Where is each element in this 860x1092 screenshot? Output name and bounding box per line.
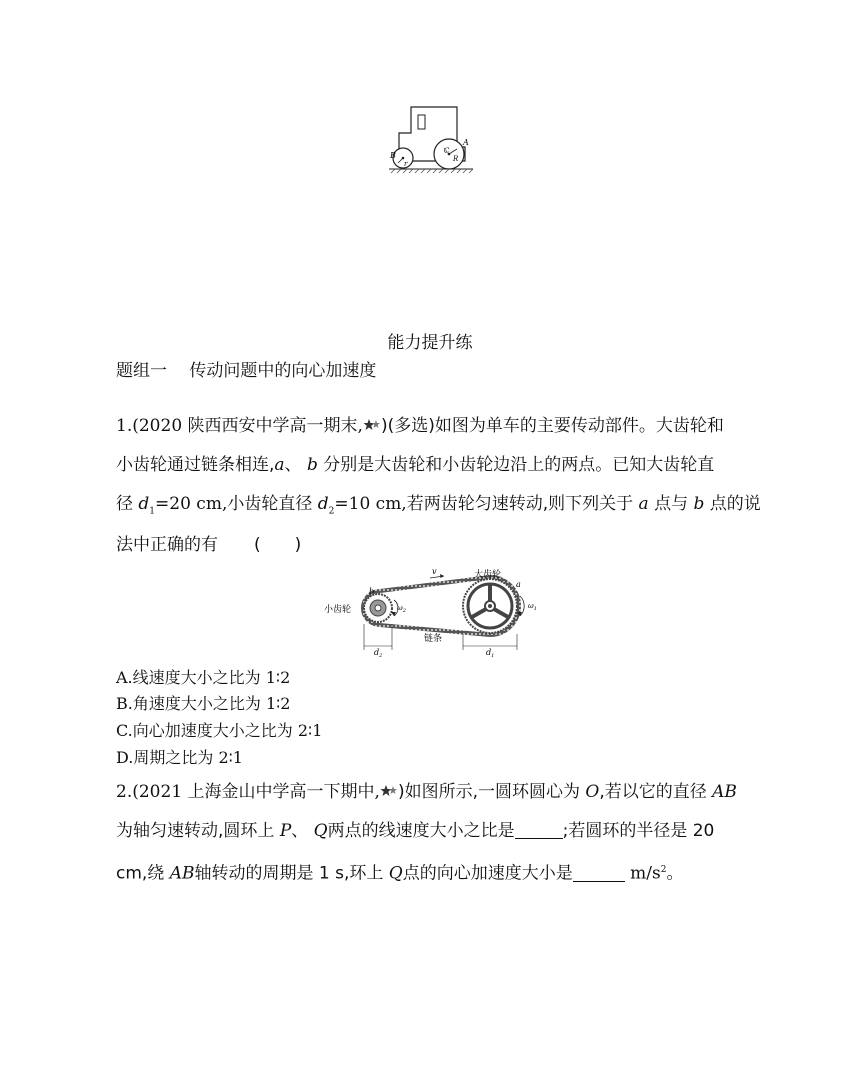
label-C: C bbox=[444, 147, 450, 155]
label-B: B bbox=[390, 151, 396, 160]
q1-line-1: 1.(2020 陕西西安中学高一期末, )(多选)如图为单车的主要传动部件。大齿轮和 bbox=[116, 416, 724, 436]
label-r: r bbox=[404, 160, 408, 168]
answer-parentheses: ( ) bbox=[254, 535, 302, 555]
label-R: R bbox=[453, 155, 459, 163]
q1-line-3: 径 $d_1=20$ cm,小齿轮直径 $d_2=10$ cm,若两齿轮匀速转动,则下列关于 a 点与 b 点的说 bbox=[116, 494, 761, 517]
car-figure bbox=[385, 103, 475, 178]
q2-line-2: 为轴匀速转动,圆环上 P、 Q两点的线速度大小之比是 ;若圆环的半径是 20 bbox=[116, 821, 715, 841]
label-d1: $d_1$ bbox=[486, 648, 495, 659]
answer-blank-1[interactable] bbox=[515, 820, 563, 839]
label-A: A bbox=[463, 138, 469, 147]
label-d2: $d_2$ bbox=[374, 648, 383, 659]
difficulty-star-icon bbox=[380, 784, 398, 798]
q2-source: (2021 上海金山中学高一下期中, bbox=[132, 782, 380, 802]
label-b: b bbox=[369, 587, 375, 596]
answer-blank-2[interactable] bbox=[573, 863, 625, 882]
label-omega2: $\omega_2$ bbox=[397, 604, 406, 614]
section-group: 题组一 传动问题中的向心加速度 bbox=[116, 361, 377, 381]
label-omega1: $\omega_1$ bbox=[528, 602, 537, 612]
label-small-gear: 小齿轮 bbox=[324, 605, 352, 615]
q1-source: (2020 陕西西安中学高一期末, bbox=[132, 416, 363, 436]
q2-line-1: 2.(2021 上海金山中学高一下期中, )如图所示,一圆环圆心为 O,若以它的直径 AB bbox=[116, 782, 737, 802]
bike-gear-figure bbox=[322, 564, 544, 660]
difficulty-star-icon bbox=[363, 418, 381, 432]
q2-line-3: cm,绕 AB轴转动的周期是 1 s,环上 Q点的向心加速度大小是 $m/s^2$。 bbox=[116, 863, 684, 884]
label-chain: 链条 bbox=[424, 634, 443, 644]
label-v: v bbox=[432, 567, 437, 576]
section-title: 能力提升练 bbox=[387, 333, 473, 353]
label-big-gear: 大齿轮 bbox=[474, 570, 502, 580]
option-c[interactable]: C.向心加速度大小之比为 2∶1 bbox=[116, 721, 323, 740]
option-a[interactable]: A.线速度大小之比为 1∶2 bbox=[116, 668, 291, 687]
q1-line-2: 小齿轮通过链条相连,a、 b 分别是大齿轮和小齿轮边沿上的两点。已知大齿轮直 bbox=[116, 455, 715, 475]
label-a: a bbox=[516, 580, 521, 589]
option-b[interactable]: B.角速度大小之比为 1∶2 bbox=[116, 694, 291, 713]
option-d[interactable]: D.周期之比为 2∶1 bbox=[116, 748, 243, 767]
q1-line-4: 法中正确的有 ( ) bbox=[116, 535, 302, 555]
